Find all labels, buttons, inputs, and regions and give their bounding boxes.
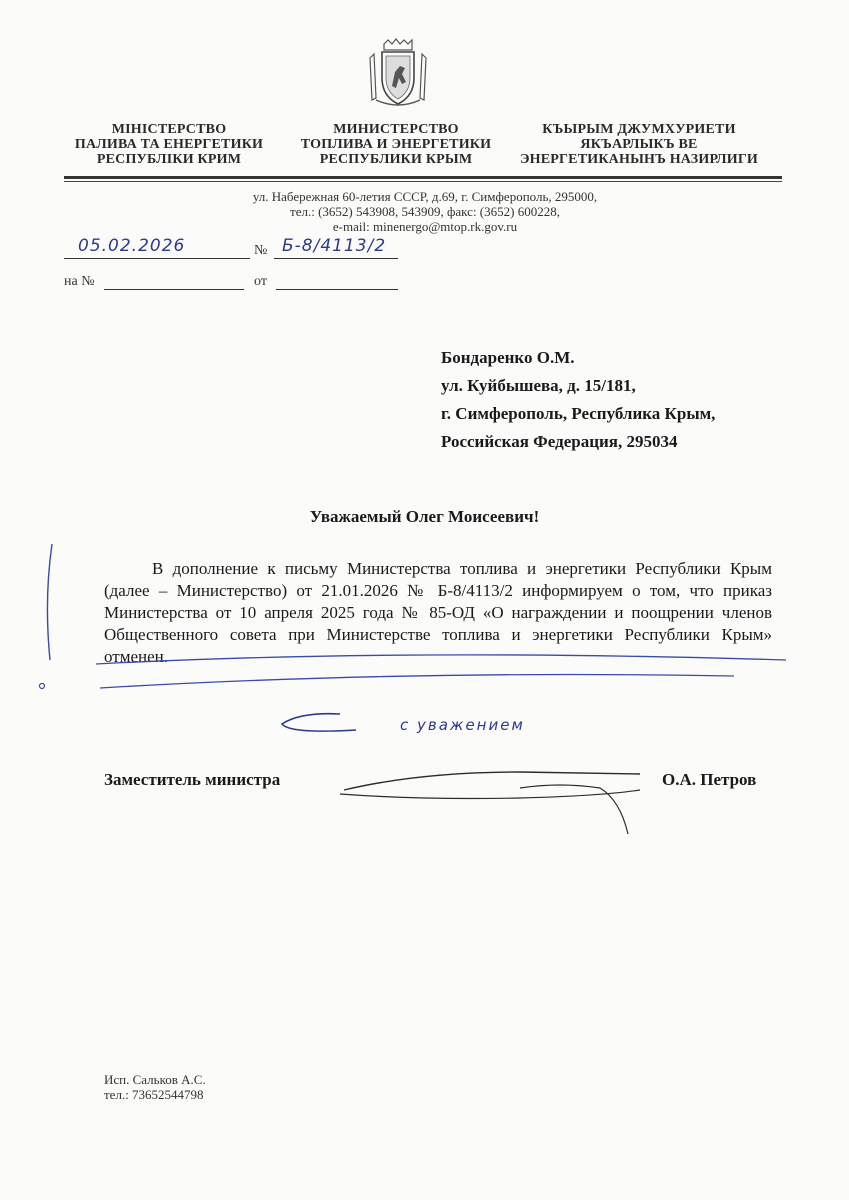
salutation: Уважаемый Олег Моисеевич! — [309, 507, 540, 526]
registration-date: 05.02.2026 — [64, 236, 250, 259]
registration-no-label: № — [254, 243, 268, 258]
ministry-address: ул. Набережная 60-летия СССР, д.69, г. Симферополь, 295000, тел.: (3652) 543908, 543909, факс: (3652) 600228, e-mail: minenergo@mtop.rk.gov.ru — [252, 189, 598, 234]
reply-to-label: на № — [64, 274, 95, 289]
handwritten-note: с уважением — [400, 716, 525, 734]
recipient-address: Бондаренко О.М. ул. Куйбышева, д. 15/181, г. Симферополь, Республика Крым, Российская Федерация, 295034 — [441, 348, 716, 451]
org-name-crimean-tatar: КЪЫРЫМ ДЖУМХУРИЕТИ ЯКЪАРЛЫКЪ ВЕ ЭНЕРГЕТИКАНЫНЪ НАЗИРЛИГИ — [519, 122, 759, 167]
org-name-ukrainian: МІНІСТЕРСТВО ПАЛИВА ТА ЕНЕРГЕТИКИ РЕСПУБЛІКИ КРИМ — [74, 122, 264, 167]
letter-body: В дополнение к письму Министерства топлива и энергетики Республики Крым (далее – Министерство) от 21.01.2026 № Б-8/4113/2 информируем о том, что приказ Министерства от 10 апреля 2025 года № 85-ОД «О награждении и поощрении членов Общественного совета при Министерстве топлива и энергетики Республики Крым» отменен. — [104, 559, 772, 666]
signatory-name: О.А. Петров — [662, 770, 757, 789]
reply-from-label: от — [254, 274, 267, 289]
signatory-title: Заместитель министра — [104, 770, 281, 789]
registration-number: Б-8/4113/2 — [274, 236, 398, 259]
executor-info: Исп. Сальков А.С. тел.: 73652544798 — [104, 1072, 206, 1102]
org-name-russian: МИНИСТЕРСТВО ТОПЛИВА И ЭНЕРГЕТИКИ РЕСПУБЛИКИ КРЫМ — [300, 122, 492, 167]
